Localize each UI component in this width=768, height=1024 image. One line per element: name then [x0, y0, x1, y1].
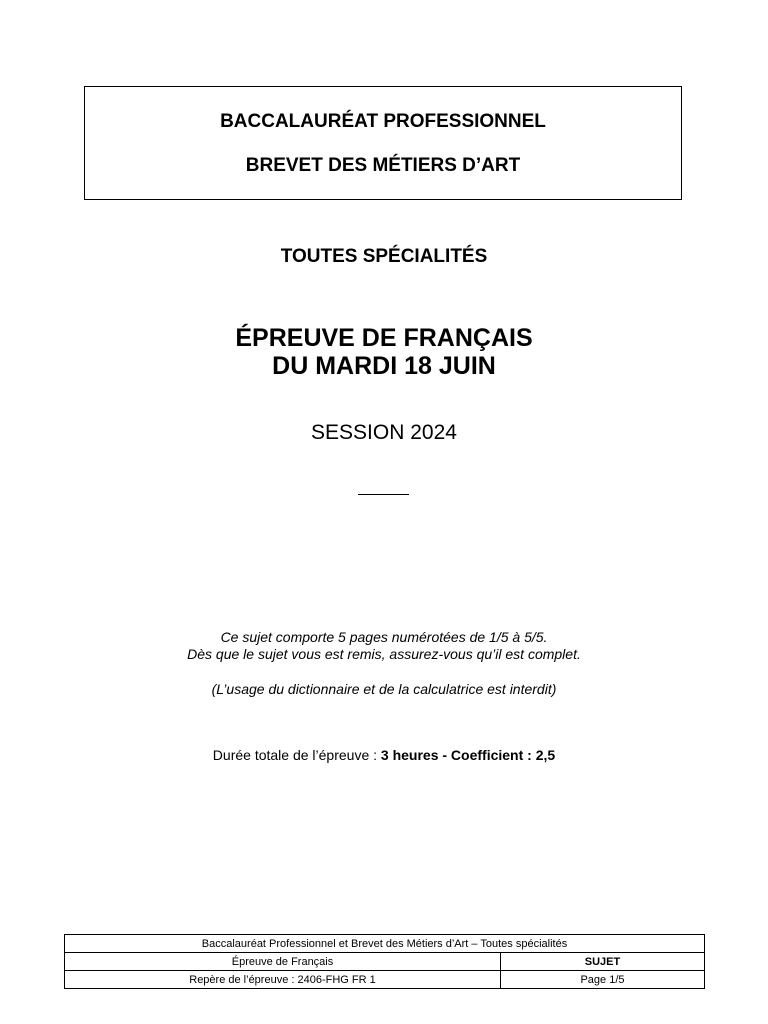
specialites-heading: TOUTES SPÉCIALITÉS — [280, 246, 488, 267]
footer-subject: Épreuve de Français — [65, 953, 501, 971]
exam-title: BACCALAURÉAT PROFESSIONNEL — [220, 111, 546, 132]
completeness-note: Dès que le sujet vous est remis, assurez-vous qu’il est complet. — [187, 646, 581, 662]
epreuve-date: DU MARDI 18 JUIN — [272, 352, 496, 380]
exam-subtitle: BREVET DES MÉTIERS D’ART — [245, 155, 521, 176]
duration-value: 3 heures - Coefficient : 2,5 — [380, 747, 556, 763]
footer-table — [64, 934, 705, 989]
page-count-note: Ce sujet comporte 5 pages numérotées de 1/5 à 5/5. — [220, 629, 548, 645]
footer-reference: Repère de l’épreuve : 2406-FHG FR 1 — [65, 971, 501, 989]
dictionary-note: (L’usage du dictionnaire et de la calculatrice est interdit) — [211, 681, 557, 697]
epreuve-title: ÉPREUVE DE FRANÇAIS — [235, 324, 533, 352]
epreuve-heading — [0, 324, 768, 380]
header-box — [84, 86, 682, 200]
duration-line — [0, 747, 768, 763]
separator-line — [358, 494, 409, 495]
session-label: SESSION 2024 — [311, 421, 457, 444]
footer-row — [65, 953, 705, 971]
duration-prefix: Durée totale de l’épreuve : — [212, 747, 381, 763]
footer-row — [65, 971, 705, 989]
footer-page-number: Page 1/5 — [501, 971, 705, 989]
footer-exam-name: Baccalauréat Professionnel et Brevet des Métiers d’Art – Toutes spécialités — [65, 935, 705, 953]
footer-sujet-label: SUJET — [501, 953, 705, 971]
instructions — [0, 629, 768, 663]
footer-row — [65, 935, 705, 953]
